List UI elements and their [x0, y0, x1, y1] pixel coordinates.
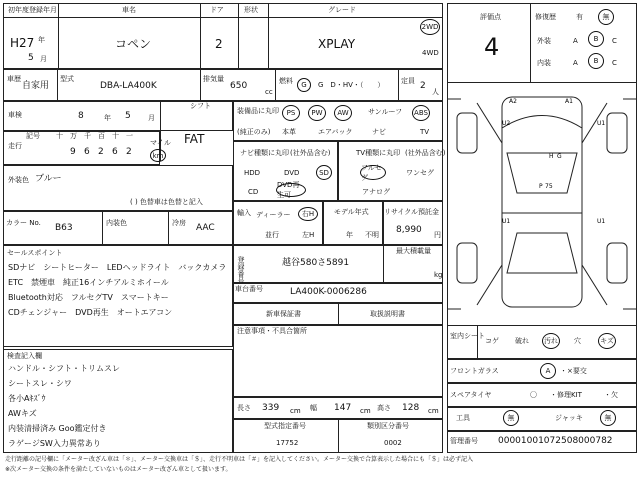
grade-label: グレード — [328, 6, 356, 14]
interior-c: C — [612, 59, 617, 67]
glass-replace: ・×要交 — [560, 367, 587, 375]
length-label: 長さ — [237, 404, 251, 412]
shift-label: シフト — [190, 102, 211, 110]
equipment-item: PW — [308, 105, 326, 121]
capacity-unit: 人 — [432, 88, 439, 96]
equipment-item: ABS — [412, 105, 430, 121]
navi-hdd: HDD — [244, 169, 261, 177]
inspector-line: シートスレ・シワ — [8, 379, 72, 388]
equipment-item: 本革 — [282, 128, 296, 136]
equipment-item: エアバック — [318, 128, 353, 136]
spare-ok: 〇 — [530, 391, 537, 399]
mileage-unit: 十 — [56, 132, 63, 140]
displacement-label: 排気量 — [203, 75, 224, 83]
exterior-label: 外装 — [537, 37, 551, 45]
class-value: 0002 — [384, 439, 402, 447]
fuel-options: G D・HV・（ ） — [318, 81, 385, 89]
car-name-label: 車名 — [122, 6, 136, 14]
diagram-label-p: P — [539, 183, 543, 190]
capacity-label: 定員 — [401, 77, 415, 85]
manage-label: 管理番号 — [450, 437, 478, 445]
ac: AAC — [196, 223, 215, 233]
inspection-year-unit: 年 — [104, 114, 111, 122]
mileage-unit: 百 — [98, 132, 105, 140]
inspection-year: 8 — [78, 111, 84, 121]
tv-fullseg: フルセグ — [360, 165, 386, 180]
warranty-book: 新車保証書 — [266, 310, 301, 318]
registration-value: 越谷580さ5891 — [282, 258, 350, 268]
equipment-sub: (純正のみ) — [237, 128, 271, 136]
class-label: 類別区分番号 — [367, 422, 409, 430]
drive-2wd: 2WD — [420, 19, 440, 35]
grade: XPLAY — [318, 37, 356, 51]
inspection-month-unit: 月 — [148, 114, 155, 122]
cc-unit: cc — [265, 88, 273, 96]
spare-kit: ・修理KIT — [550, 391, 582, 399]
tv-label: TV種類に丸印 — [356, 149, 401, 157]
equipment-item: サンルーフ — [368, 108, 403, 116]
navi-sd: SD — [316, 165, 332, 180]
mileage-unit: 千 — [84, 132, 91, 140]
color-note: ( ) 色替車は色替と記入 — [130, 198, 203, 206]
year-unit: 年 — [38, 36, 45, 44]
diagram-label-g: G — [557, 153, 562, 160]
seat-option: キズ — [598, 333, 616, 349]
jack-value: 無 — [600, 410, 616, 426]
footer-line1: 走行距離の記号欄に「メーター改ざん車は「＊」、メーター交換車は「＄」、走行不明車は「＃」を記入してください。メーター交換で合算表示した場合にも「＄」は必ず記入 — [5, 456, 474, 463]
usage-label: 車歴 — [7, 75, 21, 83]
first-reg-year: H27 — [10, 36, 35, 50]
height-label: 高さ — [377, 404, 391, 412]
navi-note: (社外品含む) — [290, 149, 331, 157]
mileage-label: 走行 — [8, 142, 22, 150]
length-unit: cm — [290, 407, 301, 415]
jack-label: ジャッキ — [555, 414, 583, 422]
equipment-item: TV — [420, 128, 430, 136]
notes-label: 注意事項・不具合箇所 — [237, 327, 307, 335]
mileage-unit: 万 — [70, 132, 77, 140]
inspection-month: 5 — [125, 111, 131, 121]
height-unit: cm — [428, 407, 439, 415]
mileage-digit: 9 — [70, 147, 76, 157]
inspector-line: AWキズ — [8, 409, 37, 418]
repair-yes: 有 — [576, 13, 583, 21]
mile-label: マイル — [150, 139, 171, 147]
usage: 自家用 — [22, 81, 50, 91]
km-circle: km — [150, 149, 166, 162]
inspection-label: 車検 — [8, 111, 22, 119]
import-label: 輸入 — [237, 209, 251, 217]
exterior-c: C — [612, 37, 617, 45]
capacity: 2 — [420, 81, 426, 91]
first-reg-label: 初年度登録年月 — [8, 6, 57, 14]
diagram-label-u2: U2 — [502, 120, 511, 127]
inspector-line: 内装清掃済み Goo鑑定付き — [8, 424, 107, 433]
width-label: 幅 — [310, 404, 317, 412]
width: 147 — [334, 403, 352, 413]
rating-score: 4 — [484, 33, 500, 61]
footer-line2: ※次メーター交換の条件を満たしていないものはメーター改ざん車として扱います。 — [5, 466, 232, 473]
seat-option: 穴 — [574, 337, 581, 345]
max-load-label: 最大積載量 — [396, 247, 431, 255]
interior-b: B — [588, 53, 604, 69]
mileage-digit: 6 — [84, 147, 90, 157]
glass-a: A — [540, 363, 556, 379]
sales-point-line: CDチェンジャー DVD再生 オートエアコン — [8, 308, 173, 317]
spec-label: 型式指定番号 — [264, 422, 306, 430]
equipment-item: PS — [282, 105, 300, 121]
recycle-value: 8,990 — [396, 225, 422, 235]
diagram-label-a1: A1 — [565, 98, 573, 105]
spec-value: 17752 — [276, 439, 299, 447]
navi-label: ナビ種類に丸印 — [240, 149, 289, 157]
door-label: ドア — [210, 6, 224, 14]
warranty-manual: 取扱説明書 — [370, 310, 405, 318]
shift: FAT — [184, 132, 205, 146]
width-unit: cm — [360, 407, 371, 415]
interior-label: 内装 — [537, 59, 551, 67]
model-year-unknown: 不明 — [365, 231, 379, 239]
fuel-label: 燃料 — [279, 77, 293, 85]
fuel-selected: G — [297, 78, 311, 92]
color-label: 外装色 — [8, 176, 29, 184]
diagram-label-u1b: U1 — [597, 218, 606, 225]
navi-dvd: DVD — [284, 169, 300, 177]
equipment-item: AW — [334, 105, 352, 121]
equipment-label: 装備品に丸印 — [237, 107, 279, 115]
mileage-unit: 十 — [112, 132, 119, 140]
length: 339 — [262, 403, 280, 413]
interior-a: A — [573, 59, 578, 67]
record-label: 記号 — [26, 132, 40, 140]
displacement: 650 — [230, 81, 248, 91]
drive-4wd: 4WD — [422, 49, 439, 57]
equipment-item: ナビ — [372, 128, 386, 136]
seat-label: 室内シート — [450, 332, 485, 340]
tv-note: (社外品含む) — [405, 149, 446, 157]
inspector-line: ラゲージSW入力異常あり — [8, 439, 101, 448]
model-year-unit: 年 — [346, 231, 353, 239]
month-unit: 月 — [40, 55, 47, 63]
mileage-digit: 2 — [98, 147, 104, 157]
exterior-a: A — [573, 37, 578, 45]
tools-label: 工具 — [456, 414, 470, 422]
mileage-unit: 一 — [126, 132, 133, 140]
type: DBA-LA400K — [100, 81, 157, 91]
mileage-digit: 2 — [126, 147, 132, 157]
sales-point-line: Bluetooth対応 フルセグTV スマートキー — [8, 293, 169, 302]
model-label: 形状 — [244, 6, 258, 14]
notes-box — [233, 325, 443, 397]
max-load-kg: kg — [434, 271, 443, 279]
inspector-label: 検査記入欄 — [7, 352, 42, 360]
color-code: B63 — [55, 223, 73, 233]
registration-label: 登録番号 — [237, 256, 245, 284]
doors: 2 — [215, 37, 223, 51]
tools-value: 無 — [503, 410, 519, 426]
navi-dvd-play: DVD再生可 — [276, 183, 306, 197]
seat-option: 汚れ — [542, 333, 560, 349]
model-year-label: モデル年式 — [334, 208, 369, 216]
tv-analog: アナログ — [362, 188, 390, 196]
mileage-digit: 6 — [112, 147, 118, 157]
handle-left: 左H — [302, 231, 315, 239]
interior-color-label: 内装色 — [106, 219, 127, 227]
color-value: ブルー — [35, 174, 62, 184]
import-dealer: ディーラー — [256, 211, 291, 219]
diagram-label-u1c: U1 — [597, 120, 606, 127]
import-parallel: 並行 — [265, 231, 279, 239]
seat-option: コゲ — [485, 337, 499, 345]
spare-none: ・欠 — [604, 391, 618, 399]
repair-no: 無 — [598, 9, 614, 25]
diagram-label-75: 75 — [545, 183, 553, 190]
spare-label: スペアタイヤ — [450, 391, 492, 399]
sales-points-label: セールスポイント — [7, 249, 63, 257]
diagram-label-a2: A2 — [509, 98, 517, 105]
inspector-line: ハンドル・シフト・トリムスレ — [8, 364, 120, 373]
rating-label: 評価点 — [480, 13, 501, 21]
car-name: コペン — [115, 37, 152, 51]
repair-label: 修復歴 — [535, 13, 556, 21]
glass-label: フロントガラス — [450, 367, 499, 375]
frame-value: LA400K-0006286 — [290, 287, 367, 297]
diagram-label-u1a: U1 — [502, 218, 511, 225]
ac-label: 冷房 — [172, 219, 186, 227]
first-reg-month: 5 — [28, 53, 34, 63]
exterior-b: B — [588, 31, 604, 47]
sales-point-line: ETC 禁煙車 純正16インチアルミホイール — [8, 278, 169, 287]
navi-cd: CD — [248, 188, 259, 196]
type-label: 型式 — [60, 75, 74, 83]
diagram-label-h: H — [549, 153, 554, 160]
manage-number: 00001001072508000782 — [498, 436, 613, 446]
seat-option: 破れ — [515, 337, 529, 345]
frame-label: 車台番号 — [235, 285, 263, 293]
car-diagram — [447, 83, 637, 325]
handle-right: 右H — [298, 207, 318, 221]
tv-oneseg: ワンセグ — [406, 169, 434, 177]
sales-point-line: SDナビ シートヒーター LEDヘッドライト バックカメラ — [8, 263, 227, 272]
height: 128 — [402, 403, 420, 413]
recycle-unit: 円 — [434, 231, 441, 239]
recycle-label: リサイクル預託金 — [384, 208, 440, 216]
inspector-line: 各小Aｷｽﾞｳ — [8, 394, 46, 403]
color-code-label: カラー No. — [6, 219, 41, 227]
